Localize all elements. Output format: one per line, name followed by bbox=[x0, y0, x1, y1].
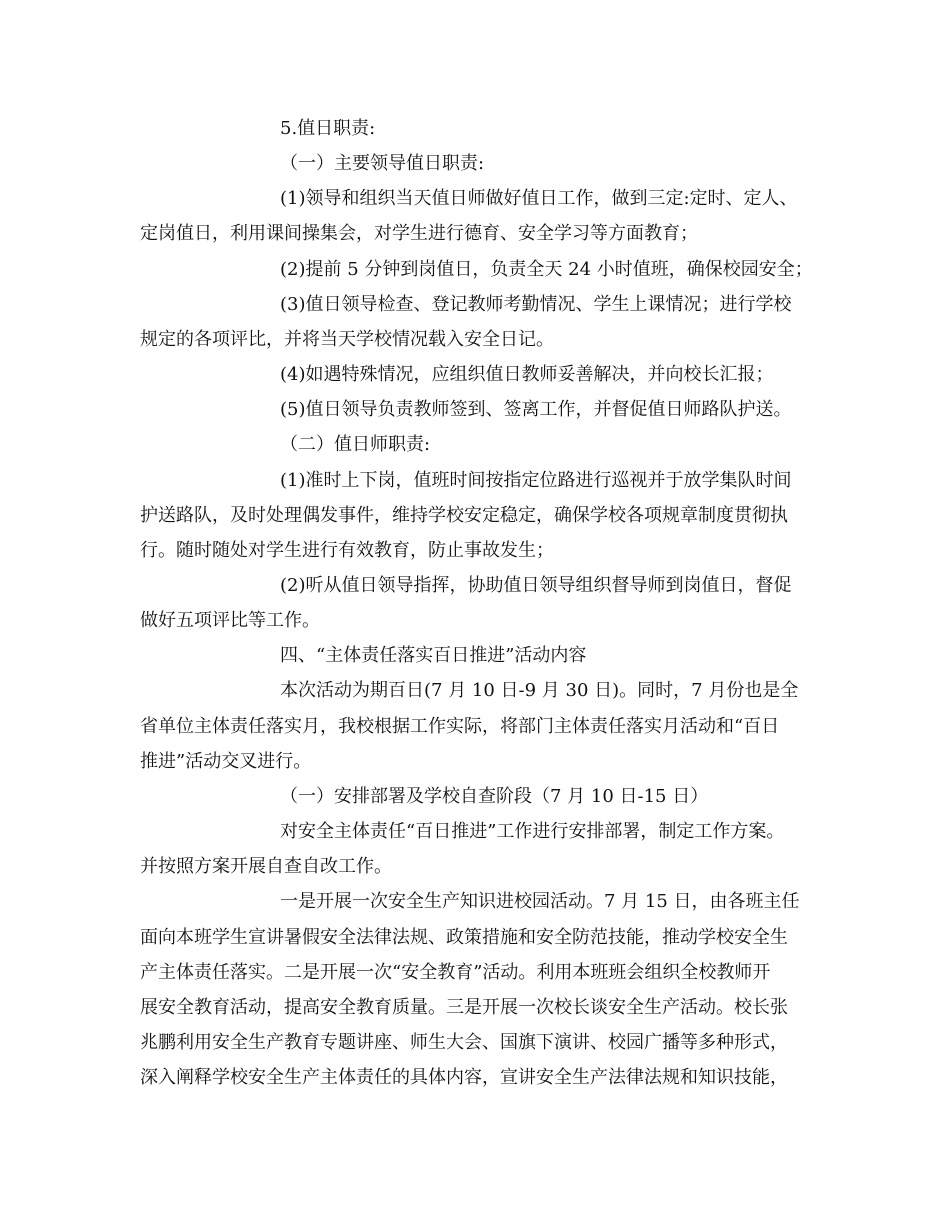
subsection-heading-deployment: （一）安排部署及学校自查阶段（7 月 10 日-15 日） bbox=[280, 786, 709, 807]
paragraph-line: 本次活动为期百日(7 月 10 日-9 月 30 日)。同时，7 月份也是全 bbox=[280, 680, 799, 701]
paragraph-line: 规定的各项评比，并将当天学校情况载入安全日记。 bbox=[140, 329, 554, 350]
paragraph-line: 并按照方案开展自查自改工作。 bbox=[140, 856, 392, 877]
paragraph-line: 做好五项评比等工作。 bbox=[140, 610, 320, 631]
paragraph-line: 展安全教育活动，提高安全教育质量。三是开展一次校长谈安全生产活动。校长张 bbox=[140, 997, 788, 1018]
paragraph-line: (1)领导和组织当天值日师做好值日工作，做到三定:定时、定人、 bbox=[280, 188, 798, 209]
paragraph-line: 推进”活动交叉进行。 bbox=[140, 751, 312, 772]
paragraph-line: 护送路队，及时处理偶发事件，维持学校安定稳定，确保学校各项规章制度贯彻执 bbox=[140, 505, 788, 526]
paragraph-line: 面向本班学生宣讲暑假安全法律法规、政策措施和安全防范技能，推动学校安全生 bbox=[140, 927, 788, 948]
paragraph-line: (4)如遇特殊情况，应组织值日教师妥善解决，并向校长汇报； bbox=[280, 364, 774, 385]
paragraph-line: 深入阐释学校安全生产主体责任的具体内容，宣讲安全生产法律法规和知识技能， bbox=[140, 1067, 788, 1088]
paragraph-line: (1)准时上下岗，值班时间按指定位路进行巡视并于放学集队时间 bbox=[280, 470, 792, 491]
paragraph-line: 定岗值日，利用课间操集会，对学生进行德育、安全学习等方面教育； bbox=[140, 223, 698, 244]
subsection-heading-leader-duty: （一）主要领导值日职责: bbox=[280, 153, 485, 174]
paragraph-line: 产主体责任落实。二是开展一次“安全教育”活动。利用本班班会组织全校教师开 bbox=[140, 962, 771, 983]
section-heading-duty: 5.值日职责: bbox=[280, 118, 376, 139]
paragraph-line: (5)值日领导负责教师签到、签离工作，并督促值日师路队护送。 bbox=[280, 399, 792, 420]
paragraph-line: (3)值日领导检查、登记教师考勤情况、学生上课情况；进行学校 bbox=[280, 294, 792, 315]
subsection-heading-teacher-duty: （二）值日师职责: bbox=[280, 434, 431, 455]
section-heading-activity: 四、“主体责任落实百日推进”活动内容 bbox=[280, 645, 587, 666]
paragraph-line: 兆鹏利用安全生产教育专题讲座、师生大会、国旗下演讲、校园广播等多种形式， bbox=[140, 1032, 788, 1053]
paragraph-line: 对安全主体责任“百日推进”工作进行安排部署，制定工作方案。 bbox=[280, 821, 785, 842]
paragraph-line: 省单位主体责任落实月，我校根据工作实际，将部门主体责任落实月活动和“百日 bbox=[140, 716, 780, 737]
paragraph-line: (2)听从值日领导指挥，协助值日领导组织督导师到岗值日，督促 bbox=[280, 575, 792, 596]
paragraph-line: (2)提前 5 分钟到岗值日，负责全天 24 小时值班，确保校园安全； bbox=[280, 259, 813, 280]
paragraph-line: 行。随时随处对学生进行有效教育，防止事故发生； bbox=[140, 540, 554, 561]
paragraph-line: 一是开展一次安全生产知识进校园活动。7 月 15 日，由各班主任 bbox=[280, 891, 800, 912]
